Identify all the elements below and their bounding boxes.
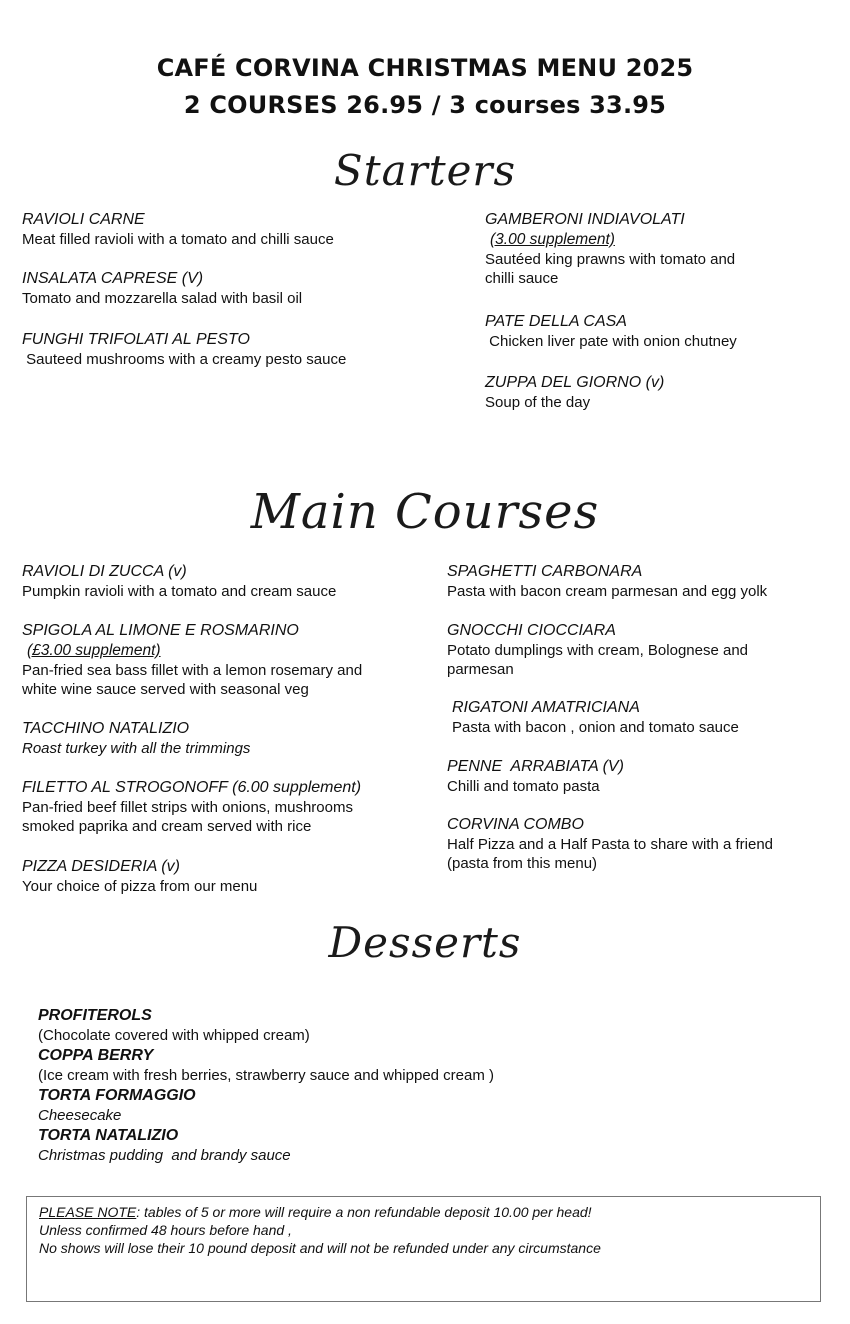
mains-heading: Main Courses	[250, 484, 600, 540]
notice-box	[26, 1196, 821, 1302]
menu-pricing: 2 COURSES 26.95 / 3 courses 33.95	[183, 91, 667, 119]
item-supplement: (£3.00 supplement)	[27, 642, 161, 659]
item-description: parmesan	[447, 661, 514, 678]
main-item	[22, 719, 432, 758]
notice-line: Unless confirmed 48 hours before hand ,	[39, 1222, 292, 1238]
main-item	[447, 562, 837, 601]
item-description: Soup of the day	[485, 394, 591, 411]
item-name: RAVIOLI DI ZUCCA (v)	[22, 563, 187, 580]
item-description: (Chocolate covered with whipped cream)	[38, 1027, 310, 1044]
menu-title: CAFÉ CORVINA CHRISTMAS MENU 2025	[156, 54, 694, 82]
notice-text: : tables of 5 or more will require a non refundable deposit 10.00 per head!	[136, 1204, 592, 1220]
item-name: SPIGOLA AL LIMONE E ROSMARINO	[22, 622, 299, 639]
item-description: Half Pizza and a Half Pasta to share with a friend	[447, 836, 774, 853]
item-description: Pasta with bacon , onion and tomato sauce	[452, 719, 739, 736]
starter-item	[485, 312, 825, 351]
item-description: Roast turkey with all the trimmings	[22, 740, 251, 757]
item-description: Pumpkin ravioli with a tomato and cream sauce	[22, 583, 337, 600]
item-description: Your choice of pizza from our menu	[22, 878, 258, 895]
item-name: SPAGHETTI CARBONARA	[447, 563, 643, 580]
item-description: Sauteed mushrooms with a creamy pesto sauce	[22, 351, 347, 368]
item-name: GNOCCHI CIOCCIARA	[447, 622, 616, 639]
item-description: Chilli and tomato pasta	[447, 778, 600, 795]
item-description: smoked paprika and cream served with rice	[22, 818, 312, 835]
main-item	[447, 621, 837, 679]
item-name: INSALATA CAPRESE (V)	[22, 270, 204, 287]
item-name: ZUPPA DEL GIORNO (v)	[485, 374, 665, 391]
item-description: white wine sauce served with seasonal veg	[22, 681, 309, 698]
item-description: Sautéed king prawns with tomato and	[485, 251, 736, 268]
item-name: GAMBERONI INDIAVOLATI	[485, 211, 685, 228]
notice-label: PLEASE NOTE	[39, 1204, 137, 1220]
notice-line	[39, 1203, 808, 1221]
starter-item	[22, 269, 442, 308]
item-description: chilli sauce	[485, 270, 559, 287]
item-name: TACCHINO NATALIZIO	[22, 720, 190, 737]
item-description: Pan-fried beef fillet strips with onions, mushrooms	[22, 799, 353, 816]
item-name: CORVINA COMBO	[447, 816, 584, 833]
item-description: (pasta from this menu)	[447, 855, 598, 872]
item-description: Meat filled ravioli with a tomato and chilli sauce	[22, 231, 334, 248]
item-description: Christmas pudding and brandy sauce	[38, 1147, 291, 1164]
main-item	[447, 757, 837, 796]
item-name: TORTA NATALIZIO	[38, 1127, 179, 1144]
item-description: Tomato and mozzarella salad with basil oil	[22, 290, 303, 307]
item-name: RAVIOLI CARNE	[22, 211, 145, 228]
item-supplement: (3.00 supplement)	[490, 231, 615, 248]
item-description: Cheesecake	[38, 1107, 122, 1124]
main-item	[22, 857, 432, 896]
main-item	[22, 562, 432, 601]
main-item	[22, 621, 432, 699]
starter-item	[485, 373, 825, 412]
main-item	[447, 815, 837, 873]
desserts-heading: Desserts	[328, 918, 522, 967]
item-description: Potato dumplings with cream, Bolognese and	[447, 642, 749, 659]
item-name: COPPA BERRY	[38, 1047, 154, 1064]
starter-item	[22, 210, 442, 249]
item-description: (Ice cream with fresh berries, strawberry sauce and whipped cream )	[38, 1067, 495, 1084]
item-name: TORTA FORMAGGIO	[38, 1087, 196, 1104]
item-description: Pasta with bacon cream parmesan and egg yolk	[447, 583, 768, 600]
main-item	[452, 698, 842, 737]
item-description: Chicken liver pate with onion chutney	[485, 333, 737, 350]
item-name: PATE DELLA CASA	[485, 313, 627, 330]
notice-line: No shows will lose their 10 pound deposit and will not be refunded under any circumstance	[39, 1240, 601, 1256]
item-name: PROFITEROLS	[38, 1007, 152, 1024]
item-name: RIGATONI AMATRICIANA	[452, 699, 640, 716]
item-description: Pan-fried sea bass fillet with a lemon rosemary and	[22, 662, 363, 679]
item-name: PIZZA DESIDERIA (v)	[22, 858, 180, 875]
item-name: FILETTO AL STROGONOFF (6.00 supplement)	[22, 779, 362, 796]
item-name: FUNGHI TRIFOLATI AL PESTO	[22, 331, 250, 348]
dessert-list	[38, 1006, 738, 1166]
main-item	[22, 778, 432, 836]
item-name: PENNE ARRABIATA (V)	[447, 758, 624, 775]
starter-item	[485, 210, 825, 288]
starters-heading: Starters	[333, 146, 517, 195]
starter-item	[22, 330, 442, 369]
